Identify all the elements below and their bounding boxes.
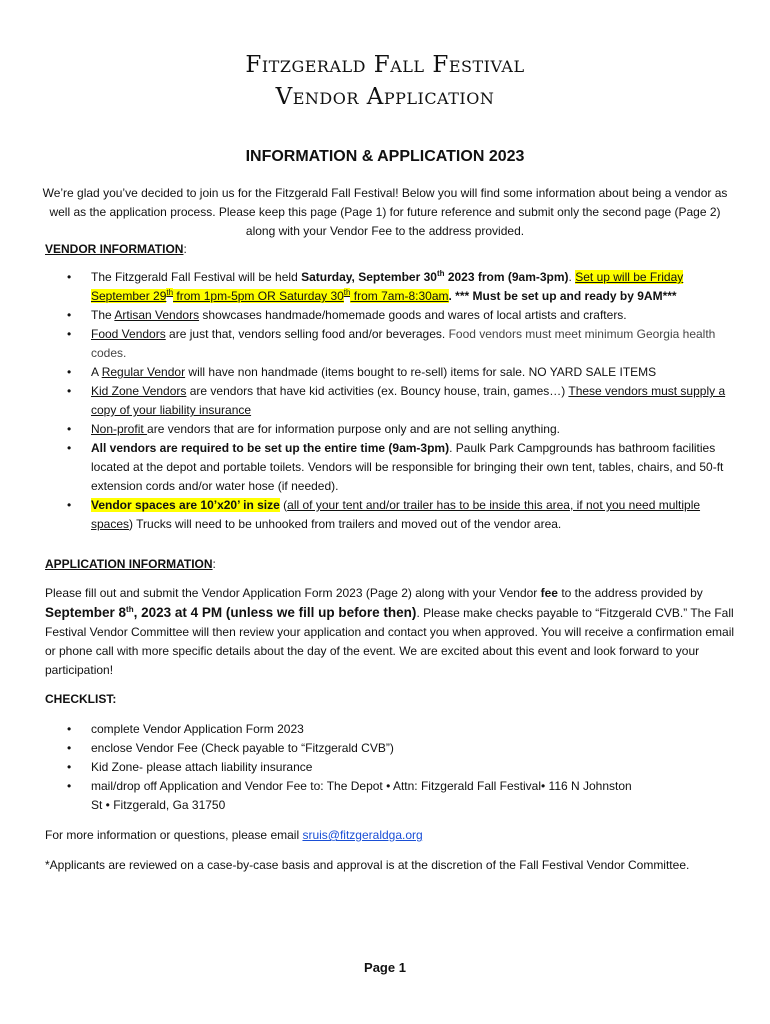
checklist-heading: CHECKLIST: bbox=[45, 692, 117, 706]
application-info-heading: APPLICATION INFORMATION: bbox=[45, 557, 216, 571]
intro-paragraph: We’re glad you’ve decided to join us for the Fitzgerald Fall Festival! Below you will find some information about being a vendor as well as the application process. Please keep this page (Page 1) for future reference and submit only the second page (Page 2) along with your Vendor Fee to the address provided. bbox=[42, 186, 728, 238]
application-title: Vendor Application bbox=[275, 84, 495, 110]
checklist-item: • complete Vendor Application Form 2023 bbox=[45, 720, 735, 739]
bullet-icon: • bbox=[67, 327, 72, 341]
bullet-icon: • bbox=[67, 498, 72, 512]
list-item: • Kid Zone Vendors are vendors that have kid activities (ex. Bouncy house, train, games…) These vendors must supply a copy of your liability insurance bbox=[67, 384, 726, 417]
bullet-icon: • bbox=[67, 384, 72, 398]
vendor-info-heading: VENDOR INFORMATION: bbox=[45, 242, 187, 256]
checklist-list bbox=[45, 720, 735, 815]
bullet-icon: • bbox=[67, 441, 72, 455]
bullet-icon: • bbox=[67, 741, 72, 755]
bullet-icon: • bbox=[67, 308, 72, 322]
festival-title: Fitzgerald Fall Festival bbox=[245, 52, 525, 78]
bullet-icon: • bbox=[67, 365, 72, 379]
list-item: • The Artisan Vendors showcases handmade/homemade goods and wares of local artists and crafters. bbox=[45, 306, 735, 325]
bullet-icon: • bbox=[67, 779, 72, 793]
bullet-icon: • bbox=[67, 722, 72, 736]
bullet-icon: • bbox=[67, 422, 72, 436]
bullet-icon: • bbox=[67, 270, 72, 284]
info-subtitle: INFORMATION & APPLICATION 2023 bbox=[245, 148, 525, 165]
list-item: • Non-profit are vendors that are for information purpose only and are not selling anything. bbox=[45, 420, 735, 439]
list-item: • Food Vendors are just that, vendors selling food and/or beverages. Food vendors must meet minimum Georgia health codes. bbox=[67, 327, 716, 360]
list-item: • Vendor spaces are 10’x20’ in size (all of your tent and/or trailer has to be inside this area, if not you need multiple spaces) Trucks will need to be unhooked from trailers and moved out of the vendor area. bbox=[67, 498, 701, 531]
contact-line: For more information or questions, please email sruis@fitzgeraldga.org bbox=[45, 828, 423, 842]
checklist-item: • mail/drop off Application and Vendor Fee to: The Depot • Attn: Fitzgerald Fall Festival• 116 N Johnston St • Fitzgerald, Ga 31750 bbox=[67, 779, 632, 812]
list-item: • All vendors are required to be set up the entire time (9am-3pm). Paulk Park Campgrounds has bathroom facilities located at the depot and portable toilets. Vendors will be responsible for bringing their own tent, tables, chairs, and 50-ft extension cords and/or water hose (if needed). bbox=[67, 441, 724, 493]
checklist-item: • Kid Zone- please attach liability insurance bbox=[45, 758, 735, 777]
footnote: *Applicants are reviewed on a case-by-case basis and approval is at the discretion of the Fall Festival Vendor Committee. bbox=[45, 858, 690, 872]
page-number: Page 1 bbox=[364, 960, 406, 975]
checklist-item: • enclose Vendor Fee (Check payable to “Fitzgerald CVB”) bbox=[45, 739, 735, 758]
list-item: • The Fitzgerald Fall Festival will be held Saturday, September 30th 2023 from (9am-3pm). Set up will be Friday September 29th from 1pm-5pm OR Saturday 30th from 7am-8:30am. *** Must be set up and ready by 9AM*** bbox=[67, 269, 684, 303]
contact-email-link[interactable]: sruis@fitzgeraldga.org bbox=[302, 828, 423, 842]
application-info-paragraph: Please fill out and submit the Vendor Application Form 2023 (Page 2) along with your Vendor fee to the address provided by September 8th, 2023 at 4 PM (unless we fill up before then). Please make checks payable to “Fitzgerald CVB.” The Fall Festival Vendor Committee will then review your application and contact you when approved. You will receive a confirmation email or phone call with more specific details about the day of the event. We are excited about this event and look forward to your participation! bbox=[45, 586, 735, 677]
vendor-info-list bbox=[45, 268, 735, 534]
bullet-icon: • bbox=[67, 760, 72, 774]
list-item: • A Regular Vendor will have non handmade (items bought to re-sell) items for sale. NO YARD SALE ITEMS bbox=[45, 363, 735, 382]
